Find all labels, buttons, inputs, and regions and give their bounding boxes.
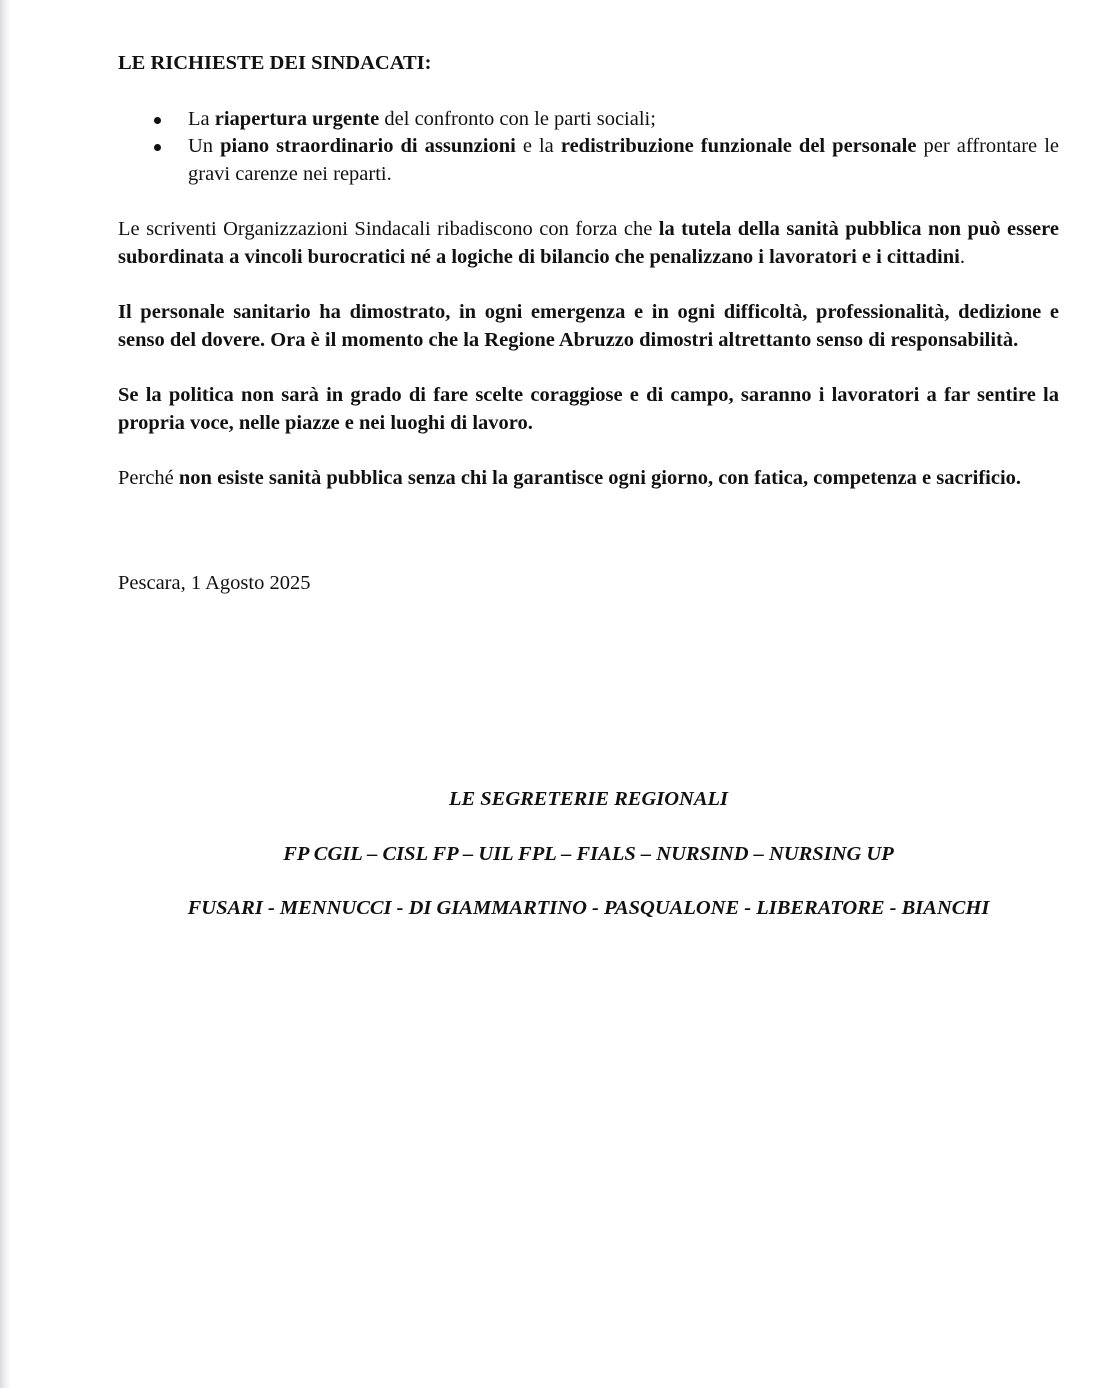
text-run: e la bbox=[515, 135, 561, 157]
text-run: Un bbox=[188, 135, 221, 157]
text-run: del confronto con le parti sociali; bbox=[379, 107, 656, 130]
bold-text-run: riapertura urgente bbox=[214, 107, 380, 130]
text-run: per affrontare le gravi carenze nei reparti. bbox=[188, 135, 1059, 185]
place-date: Pescara, 1 Agosto 2025 bbox=[118, 571, 311, 594]
signature-names: FUSARI - MENNUCCI - DI GIAMMARTINO - PASQUALONE - LIBERATORE - BIANCHI bbox=[187, 897, 990, 919]
document-body bbox=[118, 50, 1059, 597]
page-edge-shadow bbox=[0, 0, 10, 1388]
paragraph-politica bbox=[118, 382, 1059, 437]
bold-text-run: la tutela della sanità pubblica non può essere subordinata a vincoli burocratici né a logiche di bilancio che penalizzano i lavoratori e i cittadini bbox=[118, 218, 1059, 268]
bullet-dot-icon bbox=[154, 117, 161, 124]
bold-text-run: Se la politica non sarà in grado di fare scelte coraggiose e di campo, saranno i lavoratori a far sentire la propria voce, nelle piazze e nei luoghi di lavoro. bbox=[118, 384, 1059, 434]
text-run: Le scriventi Organizzazioni Sindacali ribadiscono con forza che bbox=[118, 218, 659, 240]
list-item bbox=[118, 133, 1059, 188]
signature-title: LE SEGRETERIE REGIONALI bbox=[448, 788, 729, 810]
section-heading: LE RICHIESTE DEI SINDACATI: bbox=[118, 52, 432, 74]
signature-unions: FP CGIL – CISL FP – UIL FPL – FIALS – NURSIND – NURSING UP bbox=[283, 842, 894, 865]
bold-text-run: non esiste sanità pubblica senza chi la garantisce ogni giorno, con fatica, competenza e sacrificio. bbox=[178, 467, 1022, 489]
signature-block bbox=[118, 786, 1059, 950]
paragraph-tutela bbox=[118, 216, 1059, 271]
paragraph-personale bbox=[118, 299, 1059, 354]
bullet-dot-icon bbox=[154, 144, 161, 151]
list-item bbox=[118, 106, 1059, 134]
bold-text-run: redistribuzione funzionale del personale bbox=[560, 135, 917, 157]
text-run: . bbox=[959, 245, 965, 268]
demands-list bbox=[118, 106, 1059, 189]
bold-text-run: Il personale sanitario ha dimostrato, in ogni emergenza e in ogni difficoltà, professionalità, dedizione e senso del dovere. Ora è il momento che la Regione Abruzzo dimostri altrettanto senso di responsabilità. bbox=[118, 301, 1059, 351]
bold-text-run: piano straordinario di assunzioni bbox=[220, 135, 516, 157]
paragraph-conclusione bbox=[118, 465, 1059, 493]
text-run: Perché bbox=[118, 467, 179, 489]
text-run: La bbox=[188, 107, 215, 130]
